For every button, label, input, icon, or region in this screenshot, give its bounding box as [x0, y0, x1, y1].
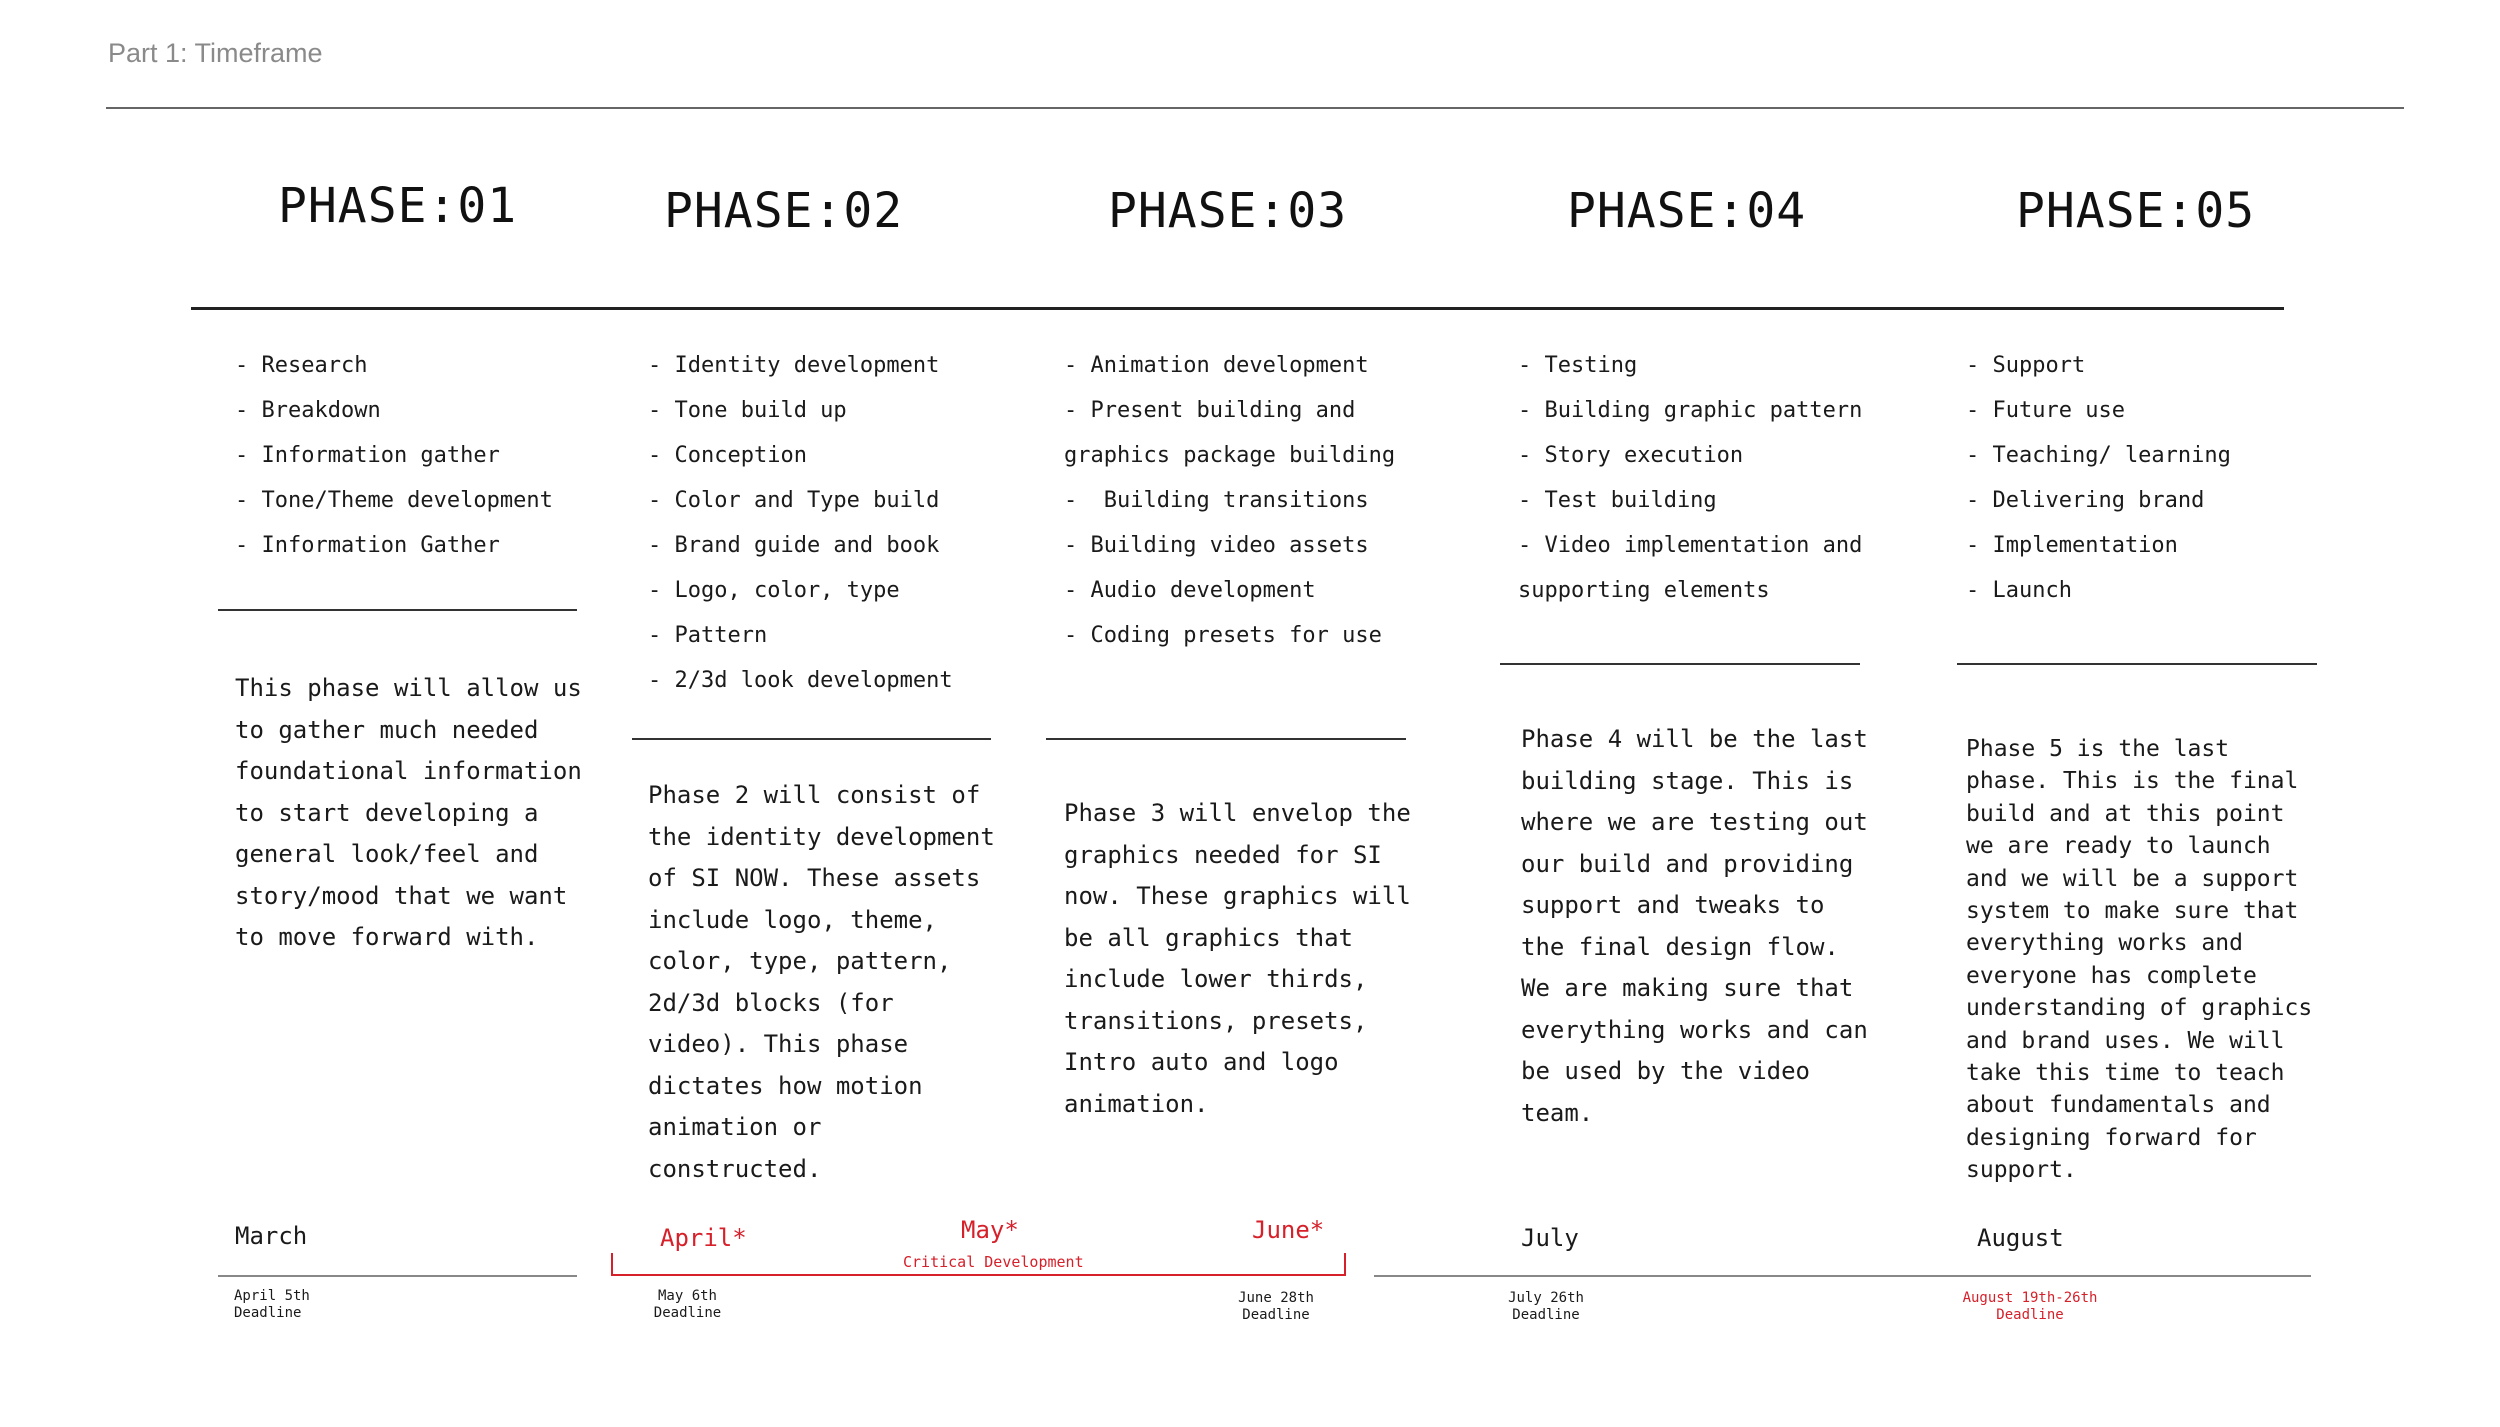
list-item: - Testing	[1518, 353, 1638, 378]
month-august: August	[1977, 1224, 2064, 1252]
list-item: - Building graphic pattern	[1518, 398, 1863, 423]
list-item: - Launch	[1966, 578, 2072, 603]
month-march: March	[235, 1222, 308, 1250]
list-item: - Information Gather	[235, 533, 500, 558]
phase-1-task-list	[235, 343, 553, 568]
phase-1-divider	[218, 609, 577, 611]
deadline-phase-2	[645, 1288, 730, 1322]
phase-4-divider	[1500, 663, 1860, 665]
deadline-label: Deadline	[1242, 1307, 1310, 1323]
list-item: - Tone build up	[648, 398, 847, 423]
list-item: - Test building	[1518, 488, 1717, 513]
deadline-phase-4	[1500, 1290, 1592, 1324]
deadline-label: Deadline	[653, 1305, 722, 1321]
phase-5-title: PHASE:05	[2016, 183, 2256, 239]
list-item: - Implementation	[1966, 533, 2178, 558]
timeline-line-left	[218, 1275, 577, 1277]
list-item: - Video implementation and	[1518, 533, 1863, 558]
month-april: April*	[660, 1224, 747, 1252]
list-item: - Identity development	[648, 353, 940, 378]
deadline-date: April 5th	[234, 1288, 310, 1304]
deadline-phase-5	[1950, 1290, 2110, 1324]
phase-4-task-list	[1518, 343, 1862, 613]
list-item: - Brand guide and book	[648, 533, 940, 558]
list-item: - Future use	[1966, 398, 2125, 423]
list-item: - Tone/Theme development	[235, 488, 553, 513]
list-item: - Conception	[648, 443, 807, 468]
list-item: - Present building and	[1064, 398, 1356, 423]
phase-3-divider	[1046, 738, 1406, 740]
phase-1-title: PHASE:01	[278, 178, 518, 234]
list-item: - Logo, color, type	[648, 578, 900, 603]
deadline-date: June 28th	[1238, 1290, 1314, 1306]
month-july: July	[1521, 1224, 1579, 1252]
list-item: - Teaching/ learning	[1966, 443, 2231, 468]
list-item: - Story execution	[1518, 443, 1744, 468]
header-divider	[106, 107, 2404, 109]
list-item: - Audio development	[1064, 578, 1316, 603]
phase-2-task-list	[648, 343, 953, 703]
list-item: - 2/3d look development	[648, 668, 953, 693]
list-item: - Coding presets for use	[1064, 623, 1382, 648]
phase-2-divider	[632, 738, 991, 740]
phase-5-description: Phase 5 is the last phase. This is the final build and at this point we are ready to launch and we will be a support system to make sure that everything works and everyone has complete understanding of graphics and brand uses. We will take this time to teach about fundamentals and designing forward for support.	[1966, 736, 2313, 1184]
phase-2-title: PHASE:02	[664, 183, 904, 239]
phase-4-description: Phase 4 will be the last building stage. This is where we are testing out our build and providing support and tweaks to the final design flow. We are making sure that everything works and can be used by the video team.	[1521, 725, 1868, 1127]
list-item: - Support	[1966, 353, 2086, 378]
critical-development-label: Critical Development	[903, 1253, 1084, 1271]
month-june: June*	[1252, 1216, 1325, 1244]
deadline-date: May 6th	[657, 1288, 717, 1304]
deadline-label: Deadline	[234, 1305, 302, 1321]
timeline-line-right	[1374, 1275, 2311, 1277]
list-item: - Breakdown	[235, 398, 381, 423]
list-item: - Research	[235, 353, 368, 378]
list-item: - Color and Type build	[648, 488, 940, 513]
phase-1-description: This phase will allow us to gather much needed foundational information to start developing a general look/feel and story/mood that we want to move forward with.	[235, 674, 582, 951]
list-item: - Animation development	[1064, 353, 1369, 378]
deadline-label: Deadline	[1512, 1307, 1580, 1323]
list-item: supporting elements	[1518, 578, 1770, 603]
list-item: - Building transitions	[1064, 488, 1369, 513]
deadline-date: August 19th-26th	[1962, 1290, 2098, 1306]
deadline-date: July 26th	[1508, 1290, 1584, 1306]
list-item: - Delivering brand	[1966, 488, 2205, 513]
section-title: Part 1: Timeframe	[108, 38, 323, 68]
phase-5-task-list	[1966, 343, 2231, 613]
phase-3-description: Phase 3 will envelop the graphics needed for SI now. These graphics will be all graphics that include lower thirds, transitions, presets, Intro auto and logo animation.	[1064, 799, 1411, 1118]
list-item: - Building video assets	[1064, 533, 1369, 558]
deadline-phase-3	[1226, 1290, 1326, 1324]
deadline-label: Deadline	[1996, 1307, 2064, 1323]
phase-4-title: PHASE:04	[1567, 183, 1807, 239]
phase-title-divider	[191, 307, 2284, 310]
list-item: graphics package building	[1064, 443, 1396, 468]
phase-2-description: Phase 2 will consist of the identity development of SI NOW. These assets include logo, theme, color, type, pattern, 2d/3d blocks (for video). This phase dictates how motion animation or constructed.	[648, 781, 995, 1183]
deadline-phase-1	[234, 1288, 310, 1322]
phase-5-divider	[1957, 663, 2317, 665]
phase-3-title: PHASE:03	[1108, 183, 1348, 239]
list-item: - Pattern	[648, 623, 768, 648]
month-may: May*	[961, 1216, 1019, 1244]
list-item: - Information gather	[235, 443, 500, 468]
phase-3-task-list	[1064, 343, 1395, 658]
